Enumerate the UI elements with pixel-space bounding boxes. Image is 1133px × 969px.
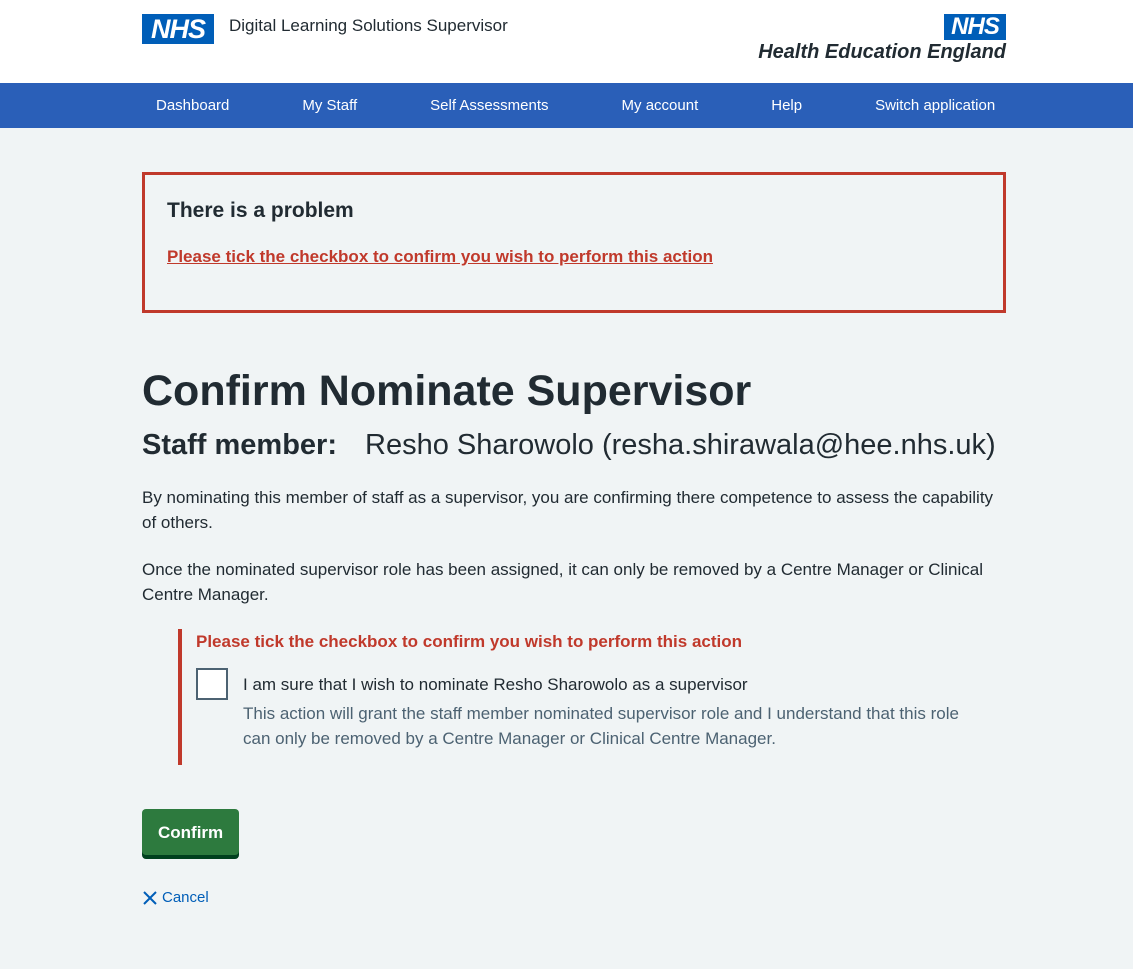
error-summary-link[interactable]: Please tick the checkbox to confirm you wish to perform this action [167, 247, 714, 266]
service-name[interactable]: Digital Learning Solutions Supervisor [229, 16, 508, 35]
checkbox-hint: This action will grant the staff member nominated supervisor role and I understand that this role can only be removed by a Centre Manager or Clinical Centre Manager. [243, 704, 959, 748]
confirm-checkbox[interactable] [196, 668, 228, 700]
staff-member-label: Staff member: [142, 429, 337, 461]
nav-switch-application[interactable]: Switch application [875, 97, 996, 114]
nhs-logo[interactable]: NHS [142, 14, 214, 44]
checkbox-text [243, 668, 983, 751]
cancel-link[interactable] [142, 889, 1006, 906]
nav-my-staff[interactable]: My Staff [302, 97, 358, 114]
staff-member-line [142, 427, 1006, 463]
checkbox-error-message: Please tick the checkbox to confirm you wish to perform this action [196, 632, 743, 651]
error-summary-title: There is a problem [167, 199, 354, 222]
confirm-checkbox-row [196, 668, 1006, 751]
site-header [0, 0, 1133, 83]
main-content [0, 172, 1006, 906]
close-icon [142, 890, 158, 906]
checkbox-label[interactable]: I am sure that I wish to nominate Resho Sharowolo as a supervisor [243, 675, 748, 694]
nav-my-account[interactable]: My account [621, 97, 699, 114]
nomination-info: By nominating this member of staff as a supervisor, you are confirming there competence to assess the capability of others. [142, 488, 994, 532]
hee-logo-block[interactable] [758, 14, 1006, 64]
nav-help[interactable]: Help [771, 97, 803, 114]
cancel-label[interactable]: Cancel [162, 889, 209, 906]
checkbox-form-group [178, 629, 1006, 765]
primary-nav [0, 83, 1133, 128]
page-title: Confirm Nominate Supervisor [142, 367, 752, 415]
confirm-button[interactable]: Confirm [142, 809, 239, 855]
hee-name: Health Education England [758, 41, 1006, 63]
removal-info: Once the nominated supervisor role has been assigned, it can only be removed by a Centre Manager or Clinical Centre Manager. [142, 560, 984, 604]
hee-nhs-logo: NHS [944, 14, 1006, 40]
staff-member-value: Resho Sharowolo (resha.shirawala@hee.nhs.uk) [365, 429, 996, 461]
nav-self-assessments[interactable]: Self Assessments [430, 97, 549, 114]
error-summary [142, 172, 1006, 313]
nav-dashboard[interactable]: Dashboard [156, 97, 230, 114]
